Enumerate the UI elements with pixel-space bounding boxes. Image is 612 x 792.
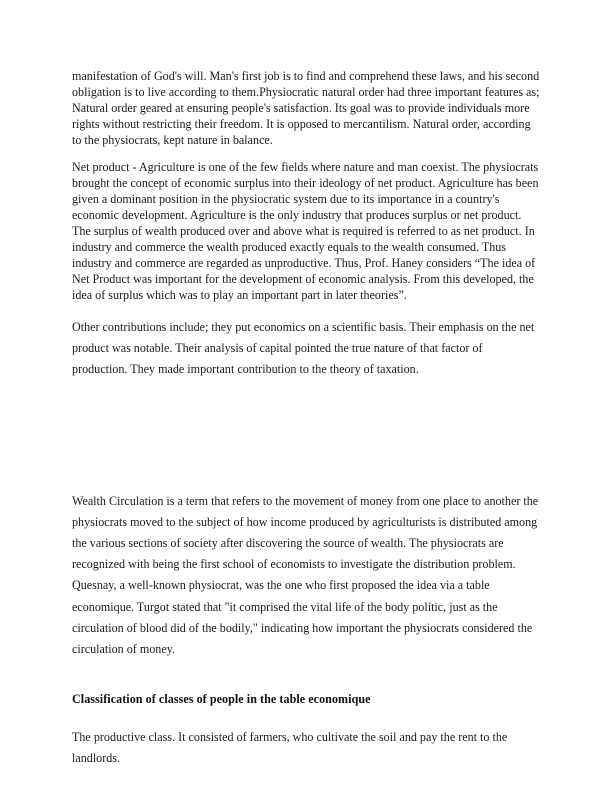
heading-spacer-below bbox=[72, 707, 540, 727]
section-spacer bbox=[72, 381, 540, 491]
paragraph-natural-order: manifestation of God's will. Man's first job is to find and comprehend these laws, and his second obligation is to live according to them.Physiocratic natural order had three important features as; Natural order geared at ensuring people's satisfaction. Its goal was to provide individuals more rights without restricting their freedom. It is opposed to mercantilism. Natural order, according to the physiocrats, kept nature in balance. bbox=[72, 69, 540, 147]
paragraph-spacer bbox=[72, 148, 540, 159]
paragraph-productive-class: The productive class. It consisted of farmers, who cultivate the soil and pay the rent to the landlords. bbox=[72, 730, 508, 766]
paragraph-other-contributions: Other contributions include; they put economics on a scientific basis. Their emphasis on the net product was notable. Their analysis of capital pointed the true nature of that factor of production. They made important contribution to the theory of taxation. bbox=[72, 320, 535, 377]
paragraph-wealth-circulation: Wealth Circulation is a term that refers to the movement of money from one place to another the physiocrats moved to the subject of how income produced by agriculturists is distributed among the various sections of society after discovering the source of wealth. The physiocrats are recognized with being the first school of economists to investigate the distribution problem. Quesnay, a well-known physiocrat, was the one who first proposed the idea via a table economique. Turgot stated that "it comprised the vital life of the body politic, just as the circulation of blood did of the bodily," indicating how important the physiocrats considered the circulation of money. bbox=[72, 493, 539, 657]
heading-spacer bbox=[72, 660, 540, 691]
heading-classification-of-classes: Classification of classes of people in the table economique bbox=[72, 692, 371, 707]
paragraph-spacer bbox=[72, 303, 540, 317]
document-text-column bbox=[72, 68, 540, 770]
paragraph-net-product: Net product - Agriculture is one of the few fields where nature and man coexist. The physiocrats brought the concept of economic surplus into their ideology of net product. Agriculture has been given a dominant position in the physiocratic system due to its importance in a country's economic development. Agriculture is the only industry that produces surplus or net product. The surplus of wealth produced over and above what is required is referred to as net product. In industry and commerce the wealth produced exactly equals to the wealth consumed. Thus industry and commerce are regarded as unproductive. Thus, Prof. Haney considers “The idea of Net Product was important for the development of economic analysis. From this developed, the idea of surplus which was to play an important part in later theories”. bbox=[72, 160, 539, 302]
